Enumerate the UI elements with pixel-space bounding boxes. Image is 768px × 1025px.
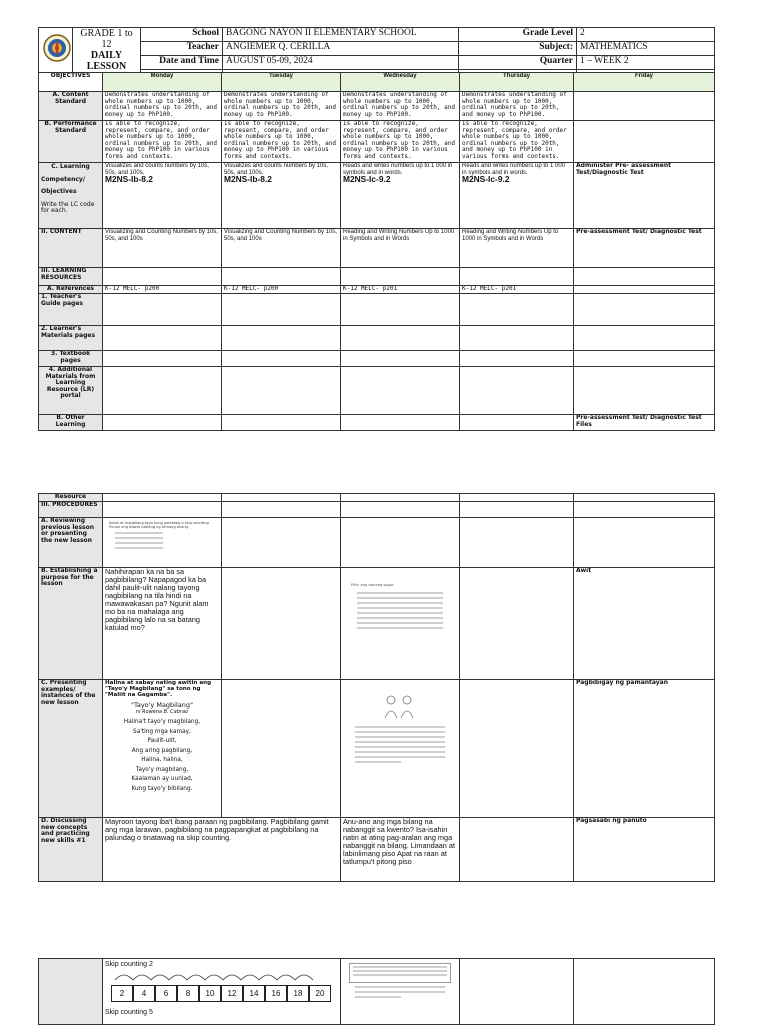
- skip-number: 14: [243, 985, 265, 1002]
- thumb-line: [357, 592, 443, 594]
- content-standard-thursday: Demonstrates understanding of whole numbers up to 1000, ordinal numbers up to 20th, and money up to PhP100.: [460, 92, 574, 121]
- procedures-label: III. PROCEDURES: [39, 502, 103, 518]
- song-line: Kaalaman ay uunlad,: [131, 776, 193, 783]
- thumb-line: [115, 542, 163, 544]
- children-illustration-icon: [349, 694, 449, 720]
- row-content: [39, 229, 715, 268]
- number-table-thumb-cell: [341, 959, 460, 1025]
- song-author: ni Rowena B. Cabrao: [135, 708, 189, 715]
- thumb-line: [355, 726, 445, 728]
- other-resources-friday: Pre-assessment Test/ Diagnostic Test Files: [574, 415, 715, 431]
- thumb-line: [115, 537, 163, 539]
- row-other-resources: [39, 415, 715, 431]
- competency-tuesday-text: Visualizes and counts numbers by 10s, 50s, and 100s.: [224, 163, 328, 176]
- competency-tuesday-code: M2NS-Ib-8.2: [224, 174, 272, 185]
- skip-number: 6: [155, 985, 177, 1002]
- row-label-other-resources: B. Other Learning: [39, 415, 103, 431]
- presenting-friday: Pagbibigay ng pamantayan: [574, 680, 715, 818]
- content-friday: Pre-assessment Test/ Diagnostic Test: [574, 229, 715, 268]
- references-monday: K-12 MELC- p200: [103, 286, 222, 294]
- lc-label-c: Objectives: [41, 188, 77, 196]
- skip-number: 2: [111, 985, 133, 1002]
- thumb-line: [355, 986, 445, 988]
- row-label-additional-materials: 4. Additional Materials from Learning Resource (LR) portal: [39, 367, 103, 415]
- competency-monday-code: M2NS-Ib-8.2: [105, 174, 153, 185]
- row-label-learning-competency: [39, 163, 103, 229]
- song-line: Tayo'y magbilang,: [135, 766, 189, 773]
- row-label-textbook: 3. Textbook pages: [39, 351, 103, 367]
- row-learners-materials: [39, 326, 715, 351]
- row-textbook: [39, 351, 715, 367]
- story-thumb: [343, 680, 457, 763]
- skip2-number-line: [111, 985, 338, 1002]
- performance-standard-tuesday: Is able to recognize, represent, compare, and order whole numbers up to 1000, ordinal numbers up to 20th, and money up to PhP100 in various forms and contexts.: [222, 121, 341, 163]
- skip-number: 12: [221, 985, 243, 1002]
- song-title: "Tayo'y Magbilang": [130, 700, 194, 709]
- presenting-wednesday: [341, 680, 460, 818]
- row-performance-standard: [39, 121, 715, 163]
- lc-label-a: C. Learning: [51, 163, 90, 170]
- lc-label-b: Competency/: [41, 175, 86, 183]
- day-header-wednesday: Wednesday: [341, 73, 460, 92]
- grade-label: GRADE 1 to 12: [80, 28, 133, 50]
- content-wednesday: Reading and Writing Numbers Up to 1000 in Symbols and in Words: [341, 229, 460, 268]
- skip-arcs-icon: [111, 969, 321, 981]
- references-friday: [574, 286, 715, 294]
- row-label-content: II. CONTENT: [39, 229, 103, 268]
- establishing-friday: Awit: [574, 568, 715, 680]
- row-label-establishing: B. Establishing a purpose for the lesson: [39, 568, 103, 680]
- date-value: AUGUST 05-09, 2024: [223, 56, 459, 70]
- school-value: BAGONG NAYON II ELEMENTARY SCHOOL: [223, 28, 459, 42]
- competency-friday: Administer Pre- assessment Test/Diagnostic Test: [574, 163, 715, 229]
- song-line: Ang aring pagbilang,: [131, 747, 193, 754]
- skip-number: 18: [287, 985, 309, 1002]
- song-line: Kung tayo'y bibilang.: [131, 785, 193, 792]
- thumb-line: [357, 602, 443, 604]
- discussing-friday: Pagsasabi ng panuto: [574, 818, 715, 882]
- row-presenting: [39, 680, 715, 818]
- day-header-friday: Friday: [574, 73, 715, 92]
- teacher-label: Teacher: [141, 42, 223, 56]
- competency-tuesday: [222, 163, 341, 229]
- thumb-line: [357, 617, 443, 619]
- thumb-line: [355, 996, 401, 998]
- grade-level-value: 2: [577, 28, 715, 42]
- competency-monday: [103, 163, 222, 229]
- resource-label: Resource: [39, 494, 103, 502]
- content-standard-friday: [574, 92, 715, 121]
- lc-label-note: Write the LC code for each.: [41, 200, 95, 215]
- quarter-label: Quarter: [459, 56, 577, 70]
- thumb-line: [353, 970, 447, 972]
- competency-thursday-text: Reads and writes numbers up to 1 000 in symbols and in words.: [462, 163, 566, 176]
- content-thursday: Reading and Writing Numbers Up to 1000 in Symbols and in Words: [460, 229, 574, 268]
- skip-counting-cell: [103, 959, 341, 1025]
- row-additional-materials: [39, 367, 715, 415]
- row-discussing: [39, 818, 715, 882]
- row-content-standard: [39, 92, 715, 121]
- row-label-performance-standard: B. Performance Standard: [39, 121, 103, 163]
- skip-number: 20: [309, 985, 331, 1002]
- school-label: School: [141, 28, 223, 42]
- deped-seal-icon: [42, 28, 72, 68]
- objectives-header: OBJECTIVES: [39, 73, 103, 92]
- thumb-line: [353, 966, 447, 968]
- day-header-tuesday: Tuesday: [222, 73, 341, 92]
- references-tuesday: K-12 MELC- p200: [222, 286, 341, 294]
- skip-counting-table: [38, 958, 715, 1025]
- objectives-table: [38, 72, 715, 431]
- content-monday: Visualizing and Counting Numbers by 10s, 50s, and 100s: [103, 229, 222, 268]
- day-header-monday: Monday: [103, 73, 222, 92]
- row-label-presenting: C. Presenting examples/ instances of the new lesson: [39, 680, 103, 818]
- mini-table-icon: [349, 963, 451, 983]
- content-standard-wednesday: Demonstrates understanding of whole numbers up to 1000, ordinal numbers up to 20th, and money up to PhP100.: [341, 92, 460, 121]
- content-standard-monday: Demonstrates understanding of whole numbers up to 1000, ordinal numbers up to 20th, and money up to PhP100.: [103, 92, 222, 121]
- thumb-line: [355, 736, 445, 738]
- row-label-discussing: D. Discussing new concepts and practicing new skills #1: [39, 818, 103, 882]
- grade-level-label: Grade Level: [459, 28, 577, 42]
- competency-wednesday-code: M2NS-Ic-9.2: [343, 174, 391, 185]
- performance-standard-wednesday: Is able to recognize, represent, compare, and order whole numbers up to 1000, ordinal numbers up to 20th, and money up to PhP100 in various forms and contexts.: [341, 121, 460, 163]
- skip5-label: Skip counting 5: [105, 1009, 153, 1016]
- log-title: DAILY LESSON: [86, 50, 127, 72]
- skip-counting-block: [38, 958, 714, 1025]
- reviewing-thumb-text: Isulat at magbilang tayo kung palaktaw o skip counting. Punan ang bawat patlang ng tamang bilang.: [109, 521, 210, 530]
- reviewing-monday: [103, 518, 222, 568]
- row-label-content-standard: A. Content Standard: [39, 92, 103, 121]
- thumb-line: [357, 627, 443, 629]
- date-label: Date and Time: [141, 56, 223, 70]
- row-label-learning-resources: III. LEARNING RESOURCES: [39, 268, 103, 286]
- row-establishing: [39, 568, 715, 680]
- thumb-line: [353, 974, 447, 976]
- establishing-wednesday: [341, 568, 460, 680]
- song-line: Paulit-ulit,: [147, 738, 177, 745]
- skip-number: 16: [265, 985, 287, 1002]
- thumb-line: [357, 597, 443, 599]
- competency-thursday: [460, 163, 574, 229]
- thumb-line: [355, 761, 401, 763]
- song-lyrics: [105, 718, 219, 794]
- thumb-line: [355, 751, 445, 753]
- quiz-thumb-text: Piliin ang tamang sagot.: [351, 583, 395, 587]
- presenting-intro: Halina at sabay nating awitin ang "Tayo'y Magbilang" sa tono ng "Maliit na Gagamba".: [105, 680, 212, 699]
- skip-number: 4: [133, 985, 155, 1002]
- song-line: Halina't tayo'y magbilang,: [123, 719, 201, 726]
- thumb-line: [355, 756, 445, 758]
- thumb-line: [115, 532, 163, 534]
- day-header-thursday: Thursday: [460, 73, 574, 92]
- performance-standard-thursday: Is able to recognize, represent, compare, and order whole numbers up to 1000, ordinal numbers up to 20th, and money up to PhP100 in various forms and contexts.: [460, 121, 574, 163]
- thumb-line: [115, 547, 163, 549]
- thumb-line: [357, 612, 443, 614]
- row-label-teachers-guide: 1. Teacher's Guide pages: [39, 294, 103, 326]
- procedures-table: [38, 493, 715, 882]
- competency-wednesday: [341, 163, 460, 229]
- song-line: Halina, halina,: [141, 757, 183, 764]
- row-teachers-guide: [39, 294, 715, 326]
- row-label-learners-materials: 2. Learner's Materials pages: [39, 326, 103, 351]
- references-thursday: K-12 MELC- p201: [460, 286, 574, 294]
- wednesday-quiz-thumb: [343, 568, 457, 629]
- thumb-line: [357, 622, 443, 624]
- competency-thursday-code: M2NS-Ic-9.2: [462, 174, 510, 185]
- skip-number: 10: [199, 985, 221, 1002]
- number-table-thumb: [343, 959, 457, 1005]
- discussing-monday: Mayroon tayong iba't ibang paraan ng pagbibilang. Pagbibilang gamit ang mga larawan, pagbibilang na pagpapangkat at pagbibilang na palundag o tinatawag na skip counting.: [103, 818, 341, 882]
- performance-standard-friday: [574, 121, 715, 163]
- skip-number: 8: [177, 985, 199, 1002]
- row-reviewing: [39, 518, 715, 568]
- competency-wednesday-text: Reads and writes numbers up to 1 000 in symbols and in words.: [343, 163, 453, 176]
- objectives-block: [38, 72, 714, 431]
- teacher-value: ANGIEMER Q. CERILLA: [223, 42, 459, 56]
- thumb-line: [357, 607, 443, 609]
- content-standard-tuesday: Demonstrates understanding of whole numbers up to 1000, ordinal numbers up to 20th, and money up to PhP100.: [222, 92, 341, 121]
- song-line: Sa'ting mga kamay,: [133, 728, 191, 735]
- thumb-line: [355, 991, 445, 993]
- quarter-value: 1 – WEEK 2: [577, 56, 715, 70]
- row-learning-resources: [39, 268, 715, 286]
- procedures-block: [38, 493, 714, 882]
- reviewing-worksheet-thumb: [105, 518, 219, 555]
- thumb-line: [355, 741, 445, 743]
- row-label-reviewing: A. Reviewing previous lesson or presenting the new lesson: [39, 518, 103, 568]
- subject-label: Subject:: [459, 42, 577, 56]
- establishing-monday: Nahihirapan ka na ba sa pagbibilang? Napapagod ka ba dahil paulit-ulit nalang tayong nagbibilang na tila hindi na mawawakasan pa? Ngunit alam mo ba na mahalaga ang pagbibilang lalo na sa batang katulad mo?: [103, 568, 222, 680]
- competency-monday-text: Visualizes and counts numbers by 10s, 50s, and 100s.: [105, 163, 209, 176]
- thumb-line: [355, 746, 445, 748]
- discussing-wednesday: Anu-ano ang mga bilang na nabanggit sa kwento? Isa-isahin natin at ating pag-aralan ang mga nabanggit na bilang. Limandaan at labinlimang piso Apat na raan at tatlumpu't pitong piso: [341, 818, 460, 882]
- row-learning-competency: [39, 163, 715, 229]
- presenting-monday: [103, 680, 222, 818]
- content-tuesday: Visualizing and Counting Numbers by 10s, 50s, and 100s: [222, 229, 341, 268]
- skip2-label: Skip counting 2: [105, 961, 153, 968]
- row-label-references: A. References: [39, 286, 103, 294]
- thumb-line: [355, 731, 445, 733]
- performance-standard-monday: Is able to recognize, represent, compare, and order whole numbers up to 1000, ordinal numbers up to 20th, and money up to PhP100 in various forms and contexts.: [103, 121, 222, 163]
- row-references: [39, 286, 715, 294]
- subject-value: MATHEMATICS: [577, 42, 715, 56]
- references-wednesday: K-12 MELC- p201: [341, 286, 460, 294]
